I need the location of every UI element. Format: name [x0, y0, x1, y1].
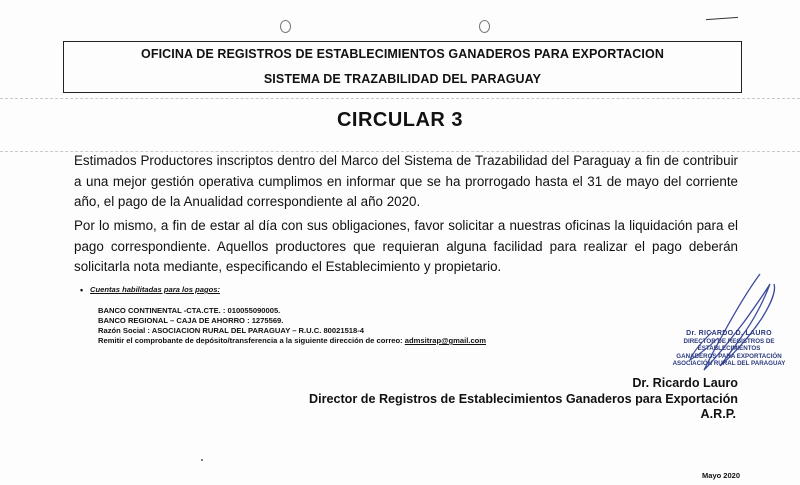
signature-block — [308, 376, 738, 421]
office-name: OFICINA DE REGISTROS DE ESTABLECIMIENTOS GANADEROS PARA EXPORTACION — [141, 47, 664, 61]
account-line: Razón Social : ASOCIACION RURAL DEL PARAGUAY – R.U.C. 80021518-4 — [98, 326, 364, 335]
paragraph-payment-request: Por lo mismo, a fin de estar al día con sus obligaciones, favor solicitar a nuestras oficinas la liquidación para el pago correspondiente. Aquellos productores que requieran alguna facilidad para realizar el pago deberán solicitarla nota mediante, especificando el Establecimiento y propietario. — [74, 218, 738, 274]
stamp-name: Dr. RICARDO D. LAURO — [686, 330, 772, 337]
email-instruction-text: Remitir el comprobante de depósito/transferencia a la siguiente dirección de correo: — [98, 336, 405, 345]
email-link[interactable]: admsitrap@gmail.com — [404, 336, 487, 345]
accounts-heading: Cuentas habilitadas para los pagos: — [90, 285, 220, 294]
payment-accounts — [80, 285, 486, 346]
stamp-line: GANADEROS PARA EXPORTACIÓN — [676, 352, 782, 360]
scan-mark — [706, 17, 738, 20]
punch-hole — [280, 20, 291, 33]
paragraph-extension-notice: Estimados Productores inscriptos dentro del Marco del Sistema de Trazabilidad del Paraguay a fin de contribuir a una mejor gestión operativa cumplimos en informar que se ha prorrogado hasta el 31 de mayo del corriente año, el pago de la Anualidad correspondiente al año 2020. — [74, 153, 738, 209]
account-line: BANCO CONTINENTAL -CTA.CTE. : 010055090005. — [98, 306, 281, 315]
scan-speck — [201, 459, 203, 461]
letterhead-box — [63, 41, 742, 93]
scan-artifact-line — [0, 98, 800, 99]
director-title: Director de Registros de Establecimientos Ganaderos para Exportación — [308, 391, 738, 406]
circular-title: CIRCULAR 3 — [336, 109, 464, 131]
account-line: BANCO REGIONAL – CAJA DE AHORRO : 1275569. — [98, 316, 284, 325]
bullet-icon: • — [80, 285, 84, 295]
system-name: SISTEMA DE TRAZABILIDAD DEL PARAGUAY — [263, 72, 542, 86]
director-name: Dr. Ricardo Lauro — [632, 376, 738, 390]
stamp-line: DIRECTOR DE REGISTROS DE ESTABLECIMIENTOS — [683, 337, 775, 352]
stamp-line: ASOCIACIÓN RURAL DEL PARAGUAY — [672, 360, 786, 367]
email-instruction — [98, 336, 486, 346]
document-date: Mayo 2020 — [702, 471, 740, 480]
director-stamp — [664, 330, 794, 368]
punch-hole — [479, 20, 490, 33]
organization-abbreviation: A.R.P. — [700, 407, 736, 421]
